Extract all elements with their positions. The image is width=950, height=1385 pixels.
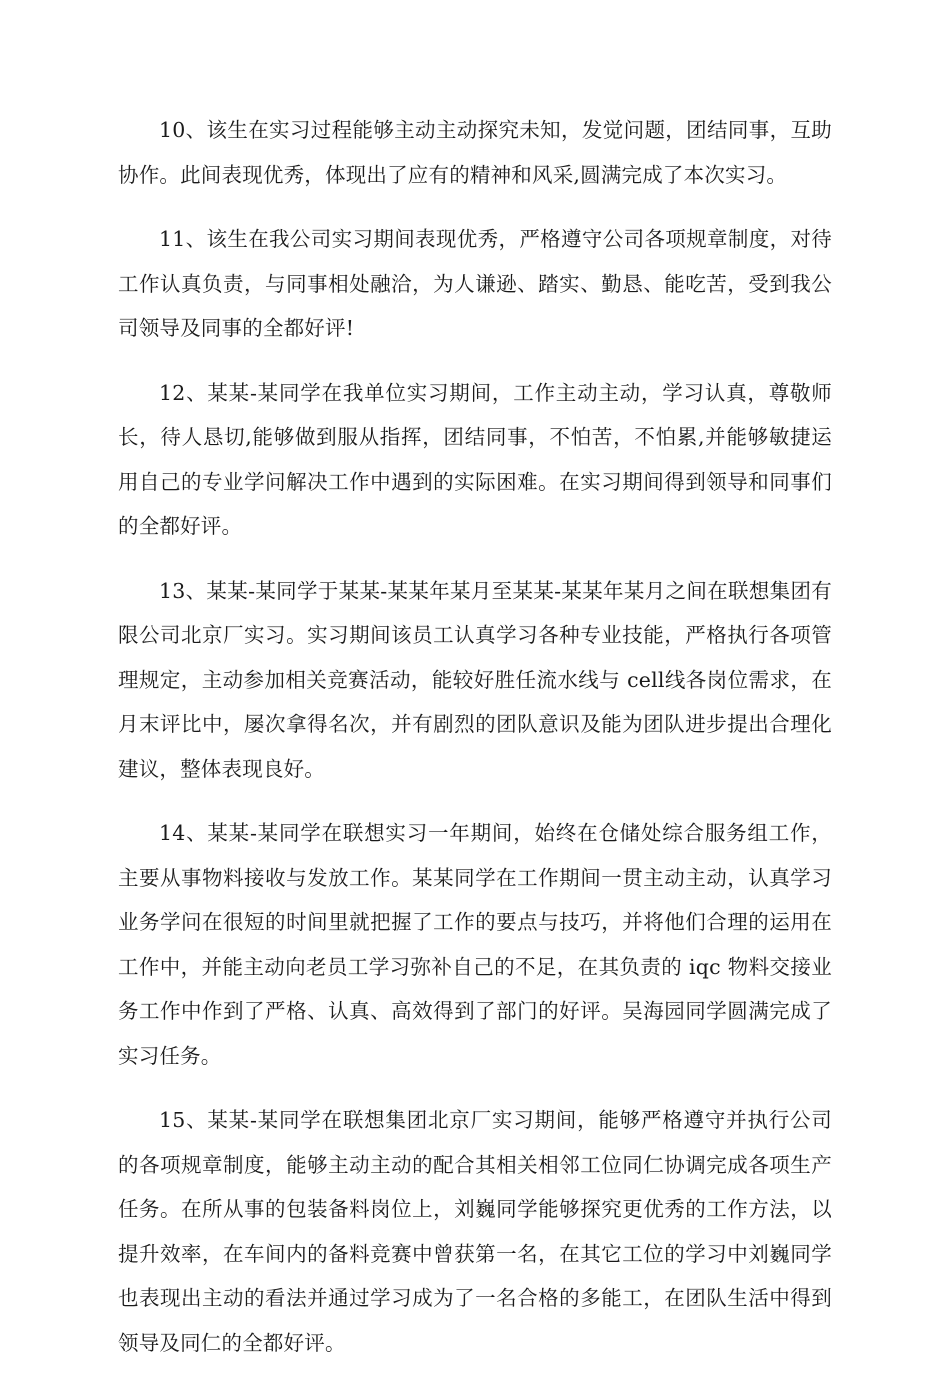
paragraph-11: 11、该生在我公司实习期间表现优秀，严格遵守公司各项规章制度，对待工作认真负责，与同事相处融洽，为人谦逊、踏实、勤恳、能吃苦，受到我公司领导及同事的全都好评!	[118, 227, 832, 340]
paragraph-14: 14、某某-某同学在联想实习一年期间，始终在仓储处综合服务组工作，主要从事物料接收与发放工作。某某同学在工作期间一贯主动主动，认真学习业务学问在很短的时间里就把握了工作的要点与技巧，并将他们合理的运用在工作中，并能主动向老员工学习弥补自己的不足，在其负责的 iqc 物料交接业务工作中作到了严格、认真、高效得到了部门的好评。吴海园同学圆满完成了实习任务。	[118, 821, 832, 1068]
paragraph-13: 13、某某-某同学于某某-某某年某月至某某-某某年某月之间在联想集团有限公司北京厂实习。实习期间该员工认真学习各种专业技能，严格执行各项管理规定，主动参加相关竞赛活动，能较好胜任流水线与 cell线各岗位需求，在月末评比中，屡次拿得名次，并有剧烈的团队意识及能为团队进步提出合理化建议，整体表现良好。	[118, 578, 832, 781]
paragraph-10: 10、该生在实习过程能够主动主动探究未知，发觉问题，团结同事，互助协作。此间表现优秀，体现出了应有的精神和风采,圆满完成了本次实习。	[118, 118, 832, 187]
document-body	[118, 108, 832, 1385]
paragraph-15: 15、某某-某同学在联想集团北京厂实习期间，能够严格遵守并执行公司的各项规章制度，能够主动主动的配合其相关相邻工位同仁协调完成各项生产任务。在所从事的包装备料岗位上，刘巍同学能够探究更优秀的工作方法，以提升效率，在车间内的备料竞赛中曾获第一名，在其它工位的学习中刘巍同学也表现出主动的看法并通过学习成为了一名合格的多能工，在团队生活中得到领导及同仁的全都好评。	[118, 1108, 832, 1355]
paragraph-12: 12、某某-某同学在我单位实习期间，工作主动主动，学习认真，尊敬师长，待人恳切,能够做到服从指挥，团结同事，不怕苦，不怕累,并能够敏捷运用自己的专业学问解决工作中遇到的实际困难。在实习期间得到领导和同事们的全都好评。	[118, 380, 832, 538]
